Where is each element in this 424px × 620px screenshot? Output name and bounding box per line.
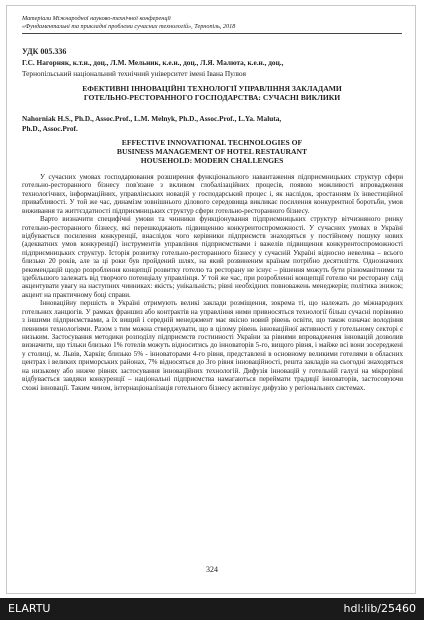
title-ua-line-1: ЕФЕКТИВНІ ІННОВАЦІЙНІ ТЕХНОЛОГІЇ УПРАВЛІННЯ ЗАКЛАДАМИ [82, 84, 342, 93]
page-number: 324 [206, 565, 218, 574]
title-ua-line-2: ГОТЕЛЬНО-РЕСТОРАННОГО ГОСПОДАРСТВА: СУЧАСНІ ВИКЛИКИ [83, 93, 341, 102]
running-header-line-1: Матеріали Міжнародної науково-технічної конференції [22, 15, 171, 22]
title-en [22, 138, 402, 165]
running-header [22, 15, 402, 31]
repository-name: ELARTU [8, 602, 51, 615]
udc-code: УДК 005.336 [22, 47, 67, 56]
paragraph-3: Інноваційну першість в Україні отримують великі заклади розміщення, зокрема ті, що належать до міжнародних готельних ланцюгів. У рамках франшиз або контрактів на управління ними привносяться технології більш сучасні порівняно з іншими підприємствами, а їх вищий і середній менеджмент має якісно новий рівень освіти, що також означає володіння певними технологіями. Разом з тим можна стверджувати, що в цілому рівень інноваційної активності у готельному секторі є низьким. Застосування методики розподілу підприємств гостинності України за рівнями впровадження інновацій дозволив визначити, що тільки близько 1% готелів можуть відноситись до інноваторів 5-го, вищого рівня, і майже всі вони зосереджені у столиці, м. Львів, Харків; близько 5% - інноваторами 4-го рівня, представлені в основному великими готелями в обласних центрах і великих приморських районах, 7% відносяться до 3го рівня інноваційності, решта закладів на сьогодні знаходяться на низькому або нижче рівнях застосування інноваційних технологій. Дифузія інновацій у готельній галузі на мікрорівні відбувається завдяки конкуренції – національні підприємства намагаються переймати традиції інноваторів, застосовуючи схожі інновації. Таким чином, інтернаціоналізація готельного бізнесу активізує дифузію у регіональних системах. [22, 299, 403, 392]
header-divider [22, 33, 402, 34]
authors-en-line-1: Nahorniak H.S., Ph.D., Assoc.Prof., L.M. Melnyk, Ph.D., Assoc.Prof., L.Ya. Maluta, [22, 114, 282, 123]
repository-footer [0, 598, 424, 620]
title-en-line-3: HOUSEHOLD: MODERN CHALLENGES [140, 156, 284, 165]
paragraph-2: Варто визначити специфічні умови та чинники функціонування підприємницьких структур вітчизняного ринку готельно-ресторанного бізнесу, які перешкоджають підвищенню конкурентоспроможності. У сучасних умовах в Україні відбувається посилення конкуренції, внаслідок чого керівники підприємств знаходяться у постійному пошуку нових (адекватних умов конкуренції) інструментів управління підприємствами і важелів підвищення конкурентоспроможності підприємницьких структур. Історія розвитку готельно-ресторанного бізнесу у сучасній Україні відносно невелика – всього близько 20 років, але за ці роки був пройдений шлях, на який розвиненим країнам потрібно десятиліття. Однозначних рекомендацій щодо розроблення концепції розвитку готелю та ресторану не існує – рішення можуть бути різноманітними та здебільшого залежать від творчого потенціалу управлінця. У той же час, при розробленні концепції готелю чи ресторану слід акцентувати увагу на наступних чинниках: якість; унікальність; рівні необхідних повноважень менеджерів; політика знижок; акцент на практичному боці справи. [22, 215, 403, 299]
title-en-line-2: BUSINESS MANAGEMENT OF HOTEL RESTAURANT [116, 147, 308, 156]
title-en-line-1: EFFECTIVE INNOVATIONAL TECHNOLOGIES OF [121, 138, 303, 147]
handle-identifier[interactable]: hdl:lib/25460 [343, 602, 416, 615]
authors-en [22, 114, 407, 133]
authors-ua: Г.С. Нагорняк, к.т.н., доц., Л.М. Мельник, к.е.н., доц., Л.Я. Малюта, к.е.н., доц., [22, 58, 284, 67]
paragraph-1: У сучасних умовах господарювання розширення функціонального навантаження підприємницьких структур сфери готельно-ресторанного бізнесу пов'язане з вкливом глобалізаційних процесів, появою можливості впровадження технологічних, інформаційних, управлінських новацій у господарський процес і, як наслідок, зростанням їх інвестиційної привабливості. У той же час, динамізм зовнішнього ділового середовища викликає посилення конкурентної боротьби, умов виживання та життєздатності підприємницьких структур сфери готельно-ресторанного бізнесу. [22, 173, 403, 215]
running-header-line-2: «Фундаментальні та прикладні проблеми сучасних технологій», Тернопіль, 2018 [22, 23, 236, 30]
title-ua [22, 84, 402, 102]
authors-en-line-2: Ph.D., Assoc.Prof. [22, 123, 78, 133]
body-text [22, 173, 403, 392]
university: Тернопільський національний технічний університет імені Івана Пулюя [22, 69, 246, 78]
